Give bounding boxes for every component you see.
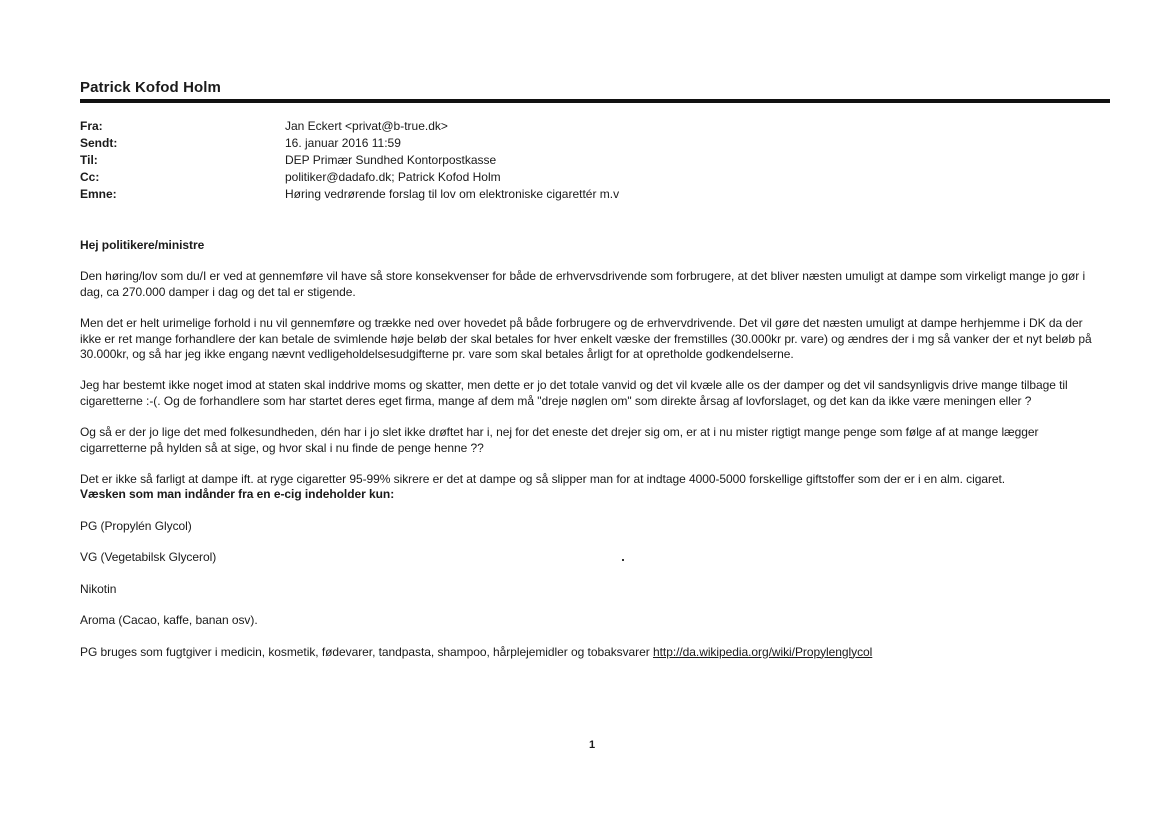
header-rule	[80, 99, 1110, 103]
header-row-from	[80, 118, 619, 135]
header-value: Høring vedrørende forslag til lov om elektroniske cigarettér m.v	[285, 187, 620, 201]
paragraph	[80, 645, 1100, 660]
header-value: DEP Primær Sundhed Kontorpostkasse	[285, 153, 497, 167]
list-item: Aroma (Cacao, kaffe, banan osv).	[80, 613, 258, 628]
wikipedia-link[interactable]: http://da.wikipedia.org/wiki/Propylenglycol	[653, 644, 873, 659]
header-row-sent	[80, 135, 619, 152]
paragraph: Men det er helt urimelige forhold i nu vil gennemføre og trække ned over hovedet på både forbrugere og de erhvervdrivende. Det vil gøre det næsten umuligt at dampe herhjemme i DK da der ikke er ret mange forhandlere der kan betale de svimlende høje beløb der skal betales for hver enkelt væske der fremstilles (30.000kr pr. vare) og ændres der i mg så vanker der et nyt beløb på 30.000kr, og så har jeg ikke engang nævnt vedligeholdelsesudgifterne pr. vare som skal betales årligt for at opretholde godkendelserne.	[80, 316, 1092, 362]
sender-name: Patrick Kofod Holm	[80, 79, 221, 96]
email-body	[80, 238, 1100, 660]
paragraph: Den høring/lov som du/I er ved at gennemføre vil have så store konsekvenser for både de erhvervsdrivende som forbrugere, at det bliver næsten umuligt at dampe som virkeligt mange jo gør i dag, ca 270.000 damper i dag og det tal er stigende.	[80, 269, 1086, 299]
header-label: Til:	[80, 153, 98, 167]
list-item: VG (Vegetabilsk Glycerol)	[80, 550, 217, 565]
greeting: Hej politikere/ministre	[80, 238, 205, 252]
header-row-subject	[80, 186, 619, 203]
header-row-cc	[80, 169, 619, 186]
header-label: Fra:	[80, 119, 103, 133]
paragraph: Jeg har bestemt ikke noget imod at staten skal inddrive moms og skatter, men dette er jo det totale vanvid og det vil kvæle alle os der damper og det vil sandsynligvis drive mange tilbage til cigaretterne :-(. Og de forhandlere som har startet deres eget firma, mange af dem må "dreje nøglen om" som direkte årsag af lovforslaget, og det kan da ikke være meningen eller ?	[80, 378, 1068, 408]
paragraph-text: PG bruges som fugtgiver i medicin, kosmetik, fødevarer, tandpasta, shampoo, hårplejemidler og tobaksvarer	[80, 644, 650, 659]
header-label: Sendt:	[80, 136, 118, 150]
header-label: Cc:	[80, 170, 100, 184]
paragraph: Væsken som man indånder fra en e-cig indeholder kun:	[80, 487, 395, 502]
header-row-to	[80, 152, 619, 169]
header-label: Emne:	[80, 187, 117, 201]
list-item: Nikotin	[80, 581, 117, 596]
header-value: politiker@dadafo.dk; Patrick Kofod Holm	[285, 170, 501, 184]
header-value: Jan Eckert <privat@b-true.dk>	[285, 119, 448, 133]
email-header	[80, 118, 619, 203]
paragraph: Det er ikke så farligt at dampe ift. at ryge cigaretter 95-99% sikrere er det at dampe og så slipper man for at indtage 4000-5000 forskellige giftstoffer som der er i en alm. cigaret.	[80, 472, 1006, 487]
header-value: 16. januar 2016 11:59	[285, 136, 401, 150]
paragraph: Og så er der jo lige det med folkesundheden, dén har i jo slet ikke drøftet har i, nej for det eneste det drejer sig om, er at i nu mister rigtigt mange penge som følge af at mange lægger cigarretterne på hylden så at sige, og hvor skal i nu finde de penge henne ??	[80, 425, 1039, 455]
page-number: 1	[589, 739, 596, 751]
list-item: PG (Propylén Glycol)	[80, 518, 192, 533]
scan-speck	[622, 559, 624, 561]
